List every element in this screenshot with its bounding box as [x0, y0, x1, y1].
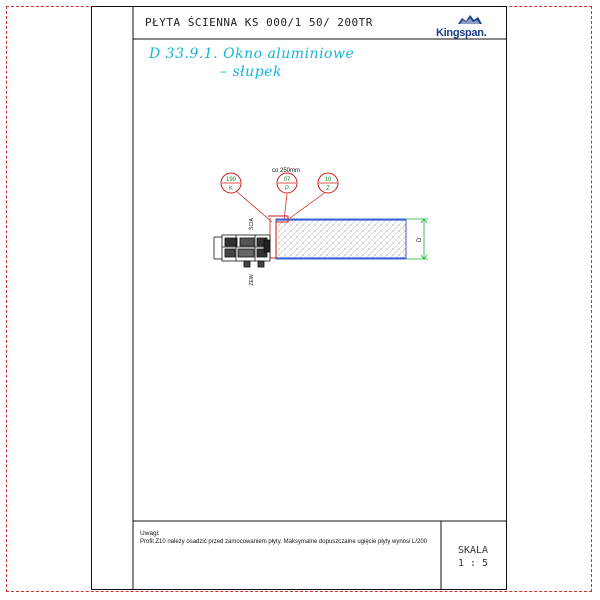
callout-1-bottom: K: [228, 186, 234, 192]
callout-1-top: 199: [225, 177, 237, 183]
callout-leaders: [236, 191, 327, 222]
spacing-label: co 250mm: [271, 168, 301, 174]
callout-3-top: 10: [324, 177, 332, 183]
callout-2-bottom: P: [284, 186, 290, 192]
detail-subtitle: – słupek: [220, 64, 282, 80]
notes-label: Uwagi:: [140, 530, 160, 537]
scale-value: 1 : 5: [457, 558, 489, 569]
callout-3-bottom: Z: [326, 186, 330, 192]
callout-2-top: 07: [283, 177, 291, 183]
dimension-label: D: [417, 237, 423, 243]
header-title: PŁYTA ŚCIENNA KS 000/1 50/ 200TR: [145, 16, 373, 29]
notes-text: Profil Z10 należy osadzić przed zamocowaniem płyty. Maksymalne dopuszczalne ugięcie płyty wynosi L/200: [140, 539, 428, 545]
scale-label: SKALA: [457, 545, 489, 556]
side-label-top: ŚCIA: [249, 218, 255, 230]
side-label-bottom: ZEW: [249, 274, 255, 286]
sandwich-panel-core: [276, 219, 406, 259]
aluminium-window-frame: [214, 235, 270, 267]
kingspan-logo-text: Kingspan.: [436, 27, 487, 39]
detail-title: D 33.9.1. Okno aluminiowe: [149, 46, 355, 62]
